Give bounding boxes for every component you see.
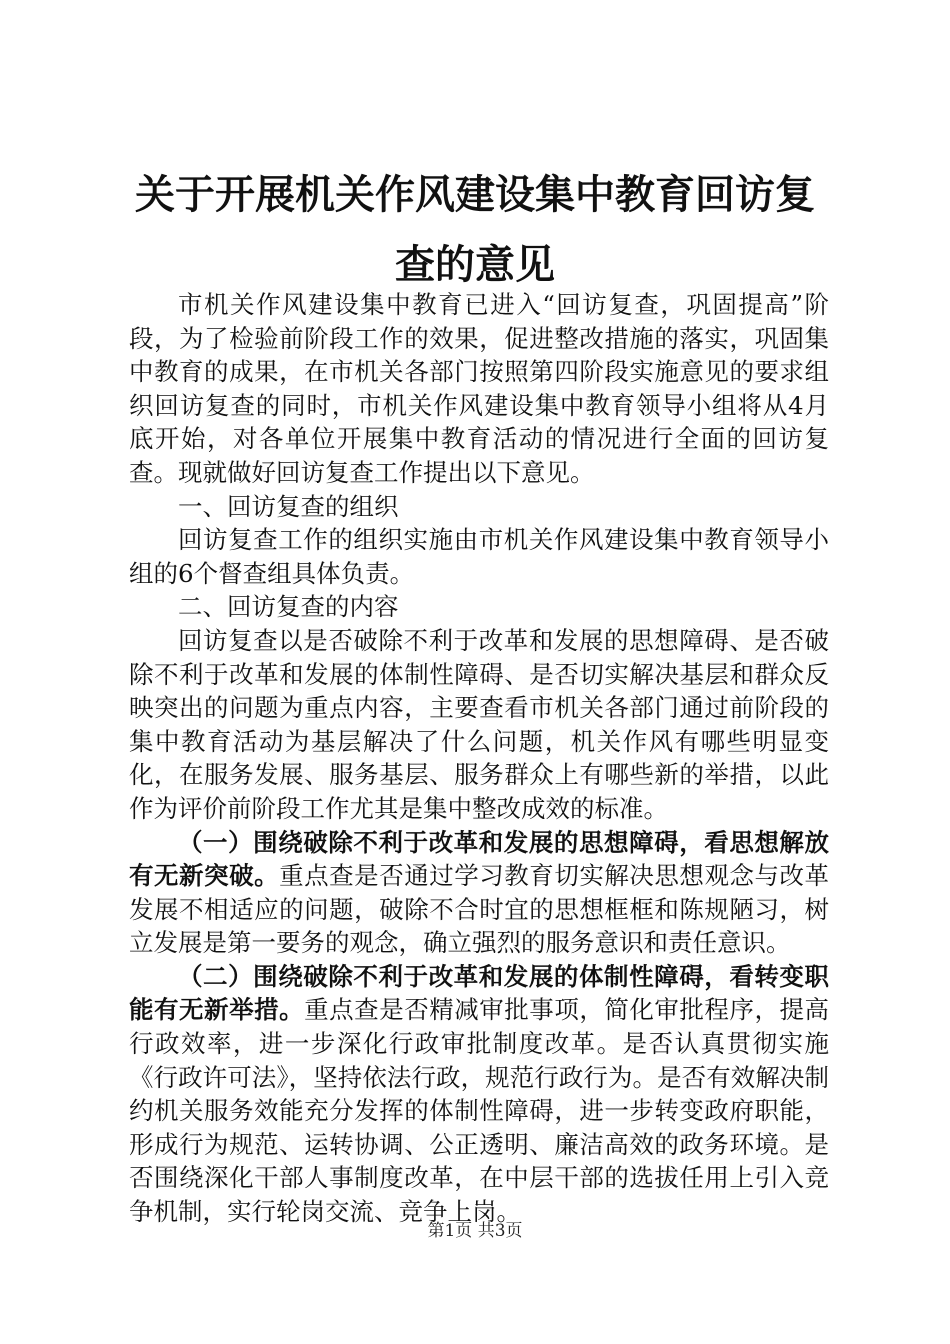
section-2-paragraph: 回访复查以是否破除不利于改革和发展的思想障碍、是否破除不利于改革和发展的体制性障碍、是否切实解决基层和群众反映突出的问题为重点内容，主要查看市机关各部门通过前阶段的集中教育活动为基层解决了什么问题，机关作风有哪些明显变化，在服务发展、服务基层、服务群众上有哪些新的举措，以此作为评价前阶段工作尤其是集中整改成效的标准。: [129, 625, 829, 823]
intro-paragraph: 市机关作风建设集中教育已进入“回访复查，巩固提高”阶段，为了检验前阶段工作的效果，促进整改措施的落实，巩固集中教育的成果，在市机关各部门按照第四阶段实施意见的要求组织回访复查的同时，市机关作风建设集中教育领导小组将从4月底开始，对各单位开展集中教育活动的情况进行全面的回访复查。现就做好回访复查工作提出以下意见。: [129, 290, 829, 487]
page-footer: 第1页 共3页: [427, 1221, 523, 1241]
item-2-paragraph: [129, 960, 829, 1229]
item-1-text: 重点查是否通过学习教育切实解决思想观念与改革发展不相适应的问题，破除不合时宜的思想框框和陈规陋习，树立发展是第一要务的观念，确立强烈的服务意识和责任意识。: [129, 861, 830, 958]
document-body: [129, 288, 829, 1229]
section-2-heading: 二、回访复查的内容: [178, 592, 399, 622]
document-title: 关于开展机关作风建设集中教育回访复查的意见: [135, 172, 815, 288]
section-1-paragraph: 回访复查工作的组织实施由市机关作风建设集中教育领导小组的6个督查组具体负责。: [129, 525, 829, 588]
item-1-lead: （一）围绕破除不利于改革和发展的思想障碍，看思想解放有无新突破。: [129, 827, 829, 891]
item-2-text: 重点查是否精减审批事项，简化审批程序，提高行政效率，进一步深化行政审批制度改革。是否认真贯彻实施《行政许可法》，坚持依法行政，规范行政行为。是否有效解决制约机关服务效能充分发挥的体制性障碍，进一步转变政府职能，形成行为规范、运转协调、公正透明、廉洁高效的政务环境。是否围绕深化干部人事制度改革，在中层干部的选拔任用上引入竞争机制，实行轮岗交流、竞争上岗。: [129, 995, 830, 1227]
section-1-heading: 一、回访复查的组织: [178, 491, 399, 521]
item-1-paragraph: [129, 826, 829, 960]
item-2-lead: （二）围绕破除不利于改革和发展的体制性障碍，看转变职能有无新举措。: [129, 961, 829, 1025]
